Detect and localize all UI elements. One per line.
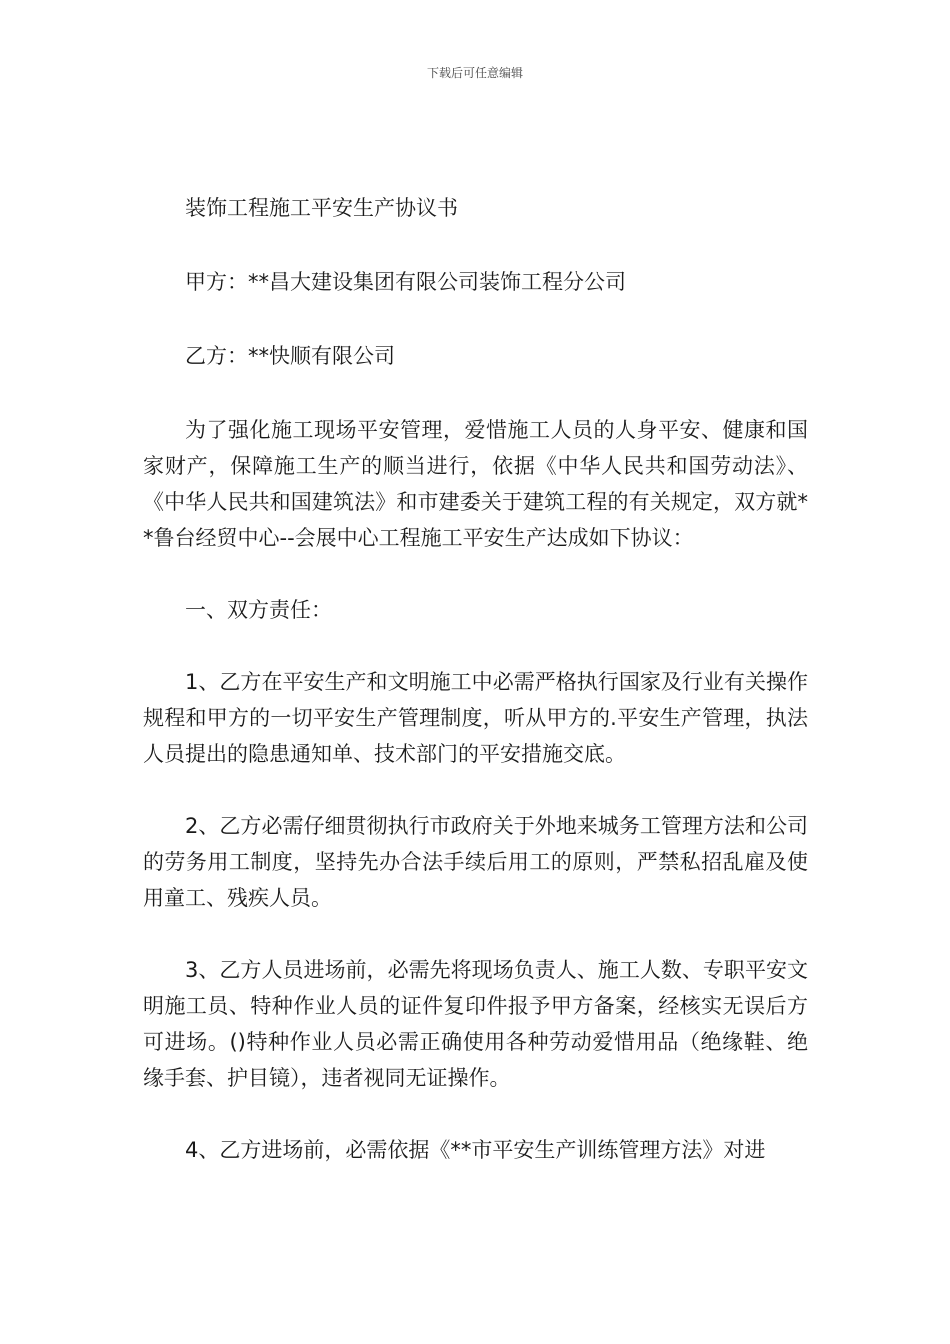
- party-a: 甲方：**昌大建设集团有限公司装饰工程分公司: [185, 270, 626, 294]
- clause-paragraph: 1、乙方在平安生产和文明施工中必需严格执行国家及行业有关操作规程和甲方的一切平安生产管理制度，听从甲方的.平安生产管理，执法人员提出的隐患通知单、技术部门的平安措施交底。: [143, 670, 808, 766]
- clause-paragraph: 3、乙方人员进场前，必需先将现场负责人、施工人数、专职平安文明施工员、特种作业人员的证件复印件报予甲方备案，经核实无误后方可进场。()特种作业人员必需正确使用各种劳动爱惜用品（绝缘鞋、绝缘手套、护目镜），违者视同无证操作。: [143, 958, 808, 1090]
- clause-paragraph: 2、乙方必需仔细贯彻执行市政府关于外地来城务工管理方法和公司的劳务用工制度，坚持先办合法手续后用工的原则，严禁私招乱雇及使用童工、残疾人员。: [143, 814, 808, 910]
- document-body: [143, 190, 808, 1204]
- clause-paragraph: 4、乙方进场前，必需依据《**市平安生产训练管理方法》对进: [185, 1138, 766, 1162]
- section-heading: 一、双方责任：: [185, 598, 332, 622]
- intro-paragraph: 为了强化施工现场平安管理，爱惜施工人员的人身平安、健康和国家财产，保障施工生产的顺当进行，依据《中华人民共和国劳动法》、《中华人民共和国建筑法》和市建委关于建筑工程的有关规定，双方就**鲁台经贸中心--会展中心工程施工平安生产达成如下协议：: [143, 418, 808, 550]
- header-note: 下载后可任意编辑: [426, 66, 523, 80]
- party-b: 乙方：**快顺有限公司: [185, 344, 395, 368]
- document-title: 装饰工程施工平安生产协议书: [185, 196, 458, 220]
